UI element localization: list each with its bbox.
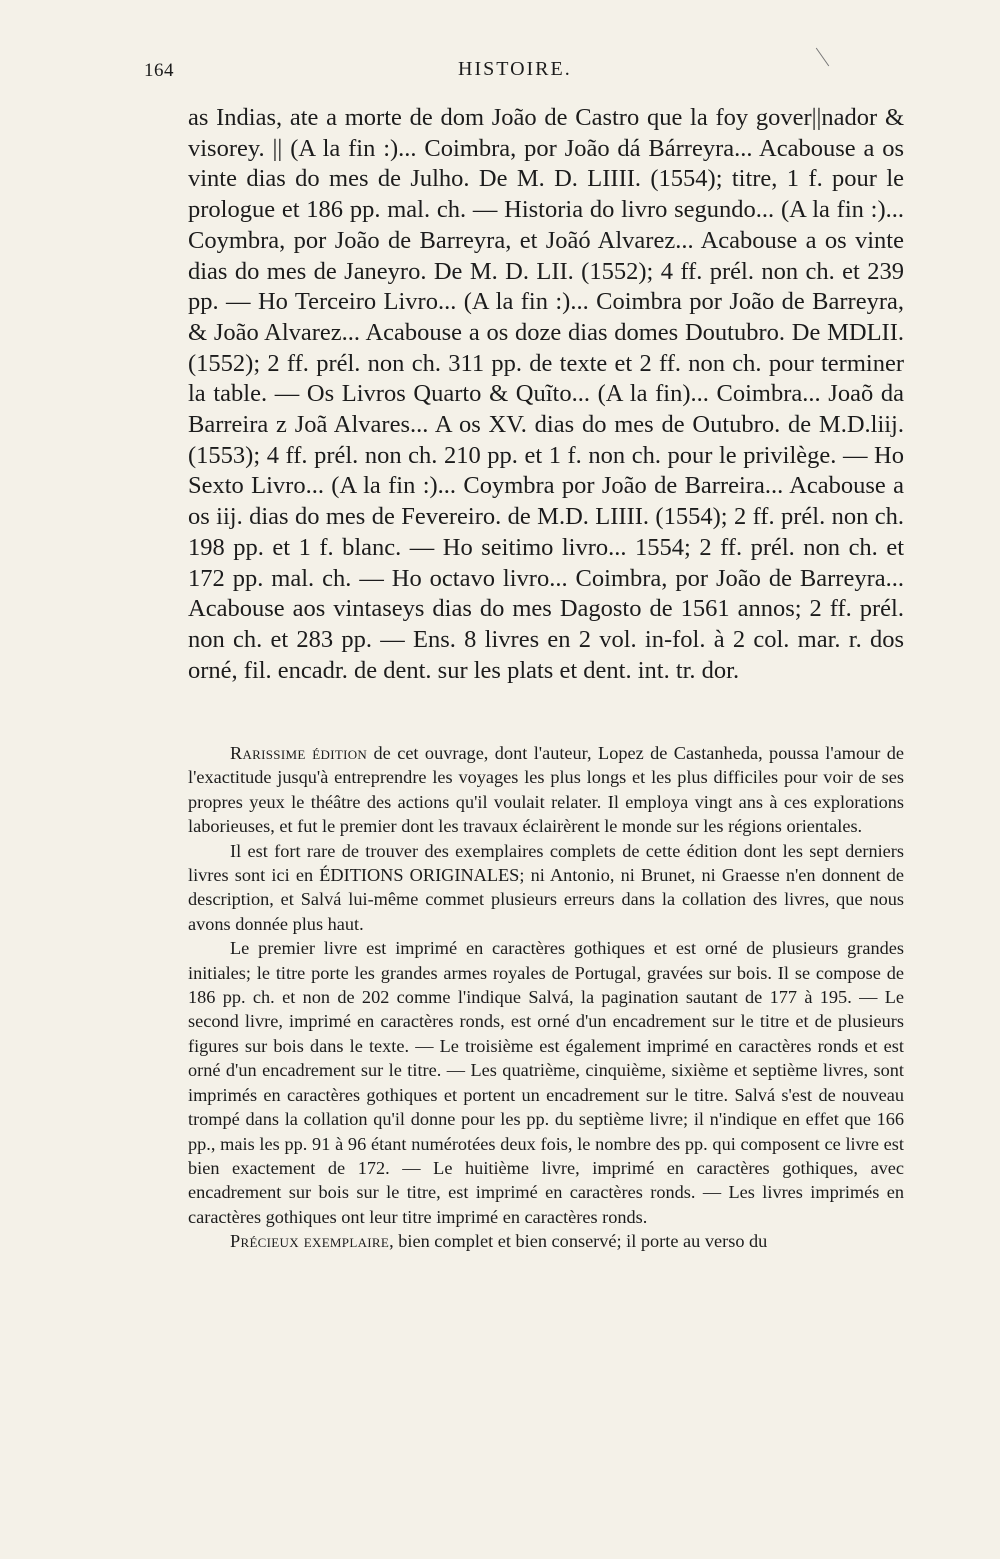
note-paragraph-4 bbox=[188, 1229, 904, 1253]
note-text: Il est fort rare de trouver des exemplaires complets de cette édition dont les sept derniers livres sont ici en ÉDITIONS ORIGINALES; ni Antonio, ni Brunet, ni Graesse n'en donnent de description, et Salvá lui-même commet plusieurs erreurs dans la collation des livres, que nous avons donnée plus haut. bbox=[188, 840, 904, 934]
note-paragraph-2 bbox=[188, 839, 904, 937]
page-number: 164 bbox=[144, 60, 174, 81]
commentary-notes bbox=[188, 741, 904, 1254]
note-text: Le premier livre est imprimé en caractères gothiques et est orné de plusieurs grandes initiales; le titre porte les grandes armes royales de Portugal, gravées sur bois. Il se compose de 186 pp. ch. et non de 202 comme l'indique Salvá, la pagination sautant de 177 à 195. — Le second livre, imprimé en caractères ronds, est orné d'un encadrement sur le titre et de plusieurs figures sur bois dans le texte. — Le troisième est également imprimé en caractères ronds et est orné d'un encadrement sur le titre. — Les quatrième, cinquième, sixième et septième livres, sont imprimés en caractères gothiques et portent un encadrement sur le titre. Salvá s'est de nouveau trompé dans la collation qu'il donne pour les pp. du septième livre; il n'indique en effet que 166 pp., mais les pp. 91 à 96 étant numérotées deux fois, le nombre des pp. qui composent ce livre est bien exactement de 172. — Le huitième livre, imprimé en caractères gothiques, avec encadrement sur bois sur le titre, est imprimé en caractères ronds. — Les livres imprimés en caractères gothiques ont leur titre imprimé en caractères ronds. bbox=[188, 938, 904, 1227]
running-title: HISTOIRE. bbox=[458, 58, 572, 80]
entry-paragraph: as Indias, ate a morte de dom João de Castro que la foy gover||nador & visorey. || (A la fin :)... Coimbra, por João dá Bárreyra... Acabouse a os vinte dias do mes de Julho. De M. D. LIIII. (1554); titre, 1 f. pour le prologue et 186 pp. mal. ch. — Historia do livro segundo... (A la fin :)... Coymbra, por João de Barreyra, et Joãó Alvarez... Acabouse a os vinte dias do mes de Janeyro. De M. D. LII. (1552); 4 ff. prél. non ch. et 239 pp. — Ho Terceiro Livro... (A la fin :)... Coimbra por João de Barreyra, & João Alvarez... Acabouse a os doze dias domes Doutubro. De MDLII. (1552); 2 ff. prél. non ch. 311 pp. de texte et 2 ff. non ch. pour terminer la table. — Os Livros Quarto & Quĩto... (A la fin)... Coimbra... Joaõ da Barreira z Joã Alvares... A os XV. dias do mes de Outubro. de M.D.liij. (1553); 4 ff. prél. non ch. 210 pp. et 1 f. non ch. pour le privilège. — Ho Sexto Livro... (A la fin :)... Coymbra por João de Barreira... Acabouse a os iij. dias do mes de Fevereiro. de M.D. LIIII. (1554); 2 ff. prél. non ch. 198 pp. et 1 f. blanc. — Ho seitimo livro... 1554; 2 ff. prél. non ch. et 172 pp. mal. ch. — Ho octavo livro... Coimbra, por João de Barreyra... Acabouse aos vintaseys dias do mes Dagosto de 1561 annos; 2 ff. prél. non ch. et 283 pp. — Ens. 8 livres en 2 vol. in-fol. à 2 col. mar. r. dos orné, fil. encadr. de dent. sur les plats et dent. int. tr. dor. bbox=[188, 104, 904, 684]
note-lead: Précieux exemplaire bbox=[230, 1231, 390, 1252]
bibliographic-entry bbox=[188, 103, 904, 686]
note-text: , bien complet et bien conservé; il porte au verso du bbox=[389, 1231, 768, 1252]
note-paragraph-3 bbox=[188, 936, 904, 1229]
note-lead: Rarissime édition bbox=[230, 743, 368, 763]
note-paragraph-1 bbox=[188, 741, 904, 839]
note-text: de cet ouvrage, dont l'auteur, Lopez de Castanheda, poussa l'amour de l'exactitude jusqu'à entreprendre les voyages les plus longs et les plus difficiles pour voir de ses propres yeux le théâtre des actions qu'il voulait relater. Il employa vingt ans à ces explorations laborieuses, et fut le premier dont les travaux éclairèrent le monde sur les régions orientales. bbox=[188, 743, 904, 837]
paper-mark bbox=[816, 48, 829, 67]
